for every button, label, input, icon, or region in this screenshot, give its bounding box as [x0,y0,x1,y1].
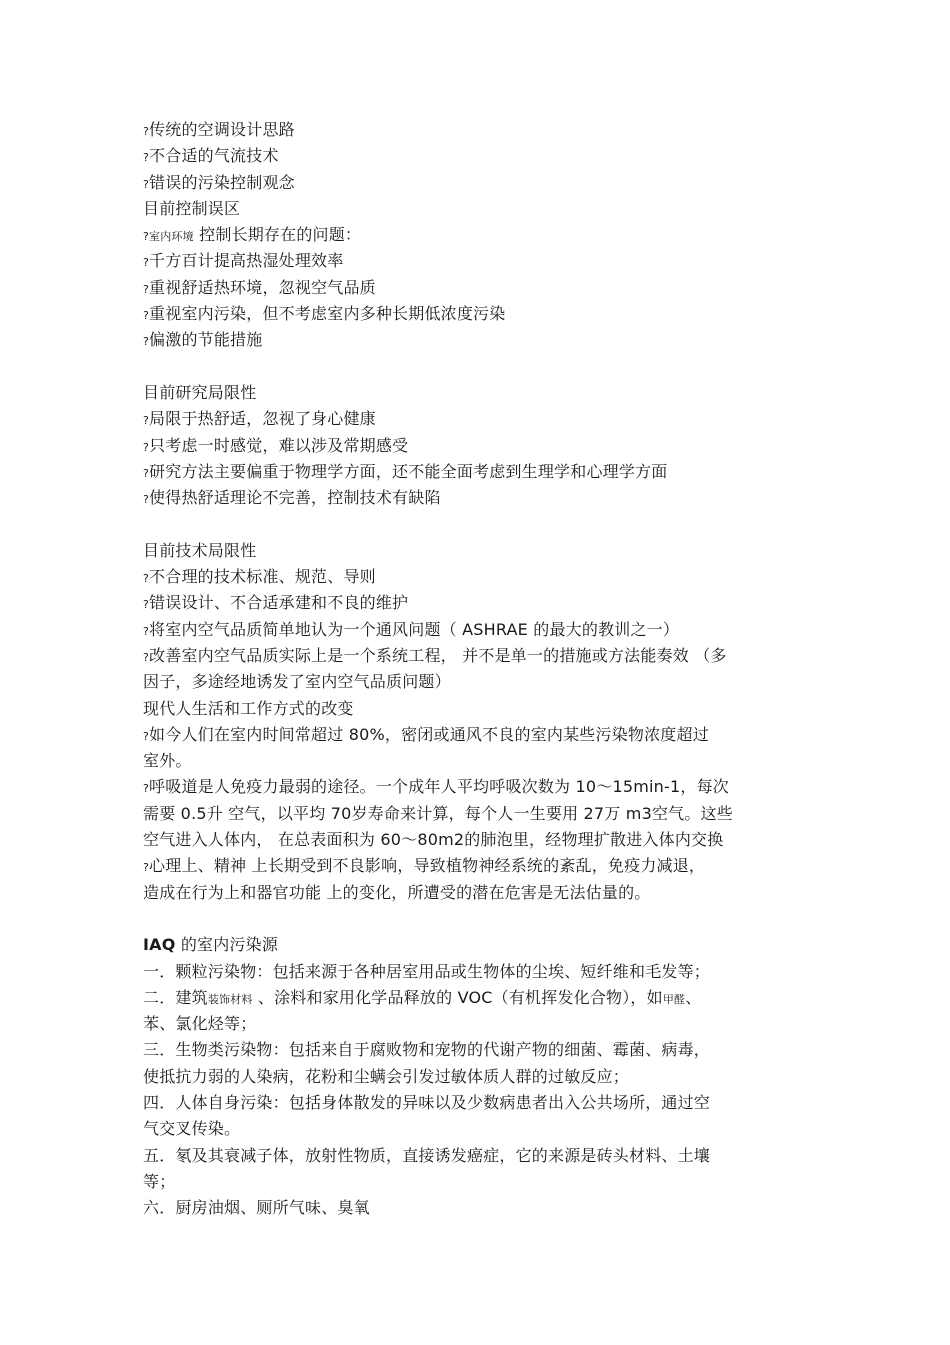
bullet-marker: ? [143,624,150,638]
text-line: ?使得热舒适理论不完善，控制技术有缺陷 [143,488,441,508]
text-line: 气交叉传染。 [143,1119,241,1139]
document-body [143,117,823,1221]
section-heading: 目前控制误区 [143,198,241,218]
text-line: ?局限于热舒适，忽视了身心健康 [143,409,376,429]
bullet-marker: ? [143,572,150,586]
bullet-marker: ? [143,466,150,480]
text-line: ?将室内空气品质简单地认为一个通风问题（ ASHRAE 的最大的教训之一） [143,619,680,639]
bullet-marker: ? [143,861,150,875]
bullet-marker: ? [143,440,150,454]
text-span: 、涂料和家用化学品释放的 VOC（有机挥发化合物），如 [252,987,663,1007]
text-line [143,985,823,1011]
text-line: ?错误的污染控制观念 [143,172,295,192]
text-line: 等； [143,1171,176,1191]
text-span: 二．建筑 [143,987,208,1007]
text-line: 需要 0.5升 空气，以平均 70岁寿命来计算，每个人一生要用 27万 m3空气。这些 [143,803,733,823]
text-line [143,222,823,248]
text-line: ?偏激的节能措施 [143,330,263,350]
text-line: 一．颗粒污染物：包括来源于各种居室用品或生物体的尘埃、短纤维和毛发等； [143,961,711,981]
bullet-marker: ? [143,151,150,165]
bullet-marker: ? [143,335,150,349]
text-line: ?呼吸道是人免疫力最弱的途径。一个成年人平均呼吸次数为 10～15min-1，每次 [143,777,729,797]
section-heading [143,932,823,958]
text-line: ?心理上、精神 上长期受到不良影响，导致植物神经系统的紊乱，免疫力减退， [143,856,706,876]
text-span: 控制长期存在的问题： [193,225,362,245]
text-line: ?重视舒适热环境，忽视空气品质 [143,277,376,297]
blank-line [143,354,823,380]
text-line: 四．人体自身污染：包括身体散发的异味以及少数病患者出入公共场所，通过空 [143,1092,711,1112]
small-text: 装饰材料 [207,992,253,1006]
text-line: 使抵抗力弱的人染病，花粉和尘螨会引发过敏体质人群的过敏反应； [143,1066,630,1086]
text-line: 造成在行为上和器官功能 上的变化，所遭受的潜在危害是无法估量的。 [143,882,651,902]
bullet-marker: ? [143,782,150,796]
text-line: 因子，多途经地诱发了室内空气品质问题） [143,672,451,692]
bold-text: IAQ [143,935,176,955]
small-text: 甲醛 [662,992,686,1006]
text-line: ?千方百计提高热湿处理效率 [143,251,344,271]
section-heading: 目前研究局限性 [143,382,257,402]
blank-line [143,511,823,537]
text-line: ?如今人们在室内时间常超过 80%，密闭或通风不良的室内某些污染物浓度超过 [143,724,709,744]
bullet-marker: ? [143,256,150,270]
text-line: ?改善室内空气品质实际上是一个系统工程， 并不是单一的措施或方法能奏效 （多 [143,645,727,665]
bullet-marker: ? [143,650,150,664]
text-line: 室外。 [143,751,192,771]
blank-line [143,906,823,932]
bullet-marker: ? [143,493,150,507]
section-heading: 目前技术局限性 [143,540,257,560]
text-line: 苯、氯化烃等； [143,1014,257,1034]
text-line: ?只考虑一时感觉，难以涉及常期感受 [143,435,409,455]
text-line: ?不合适的气流技术 [143,146,279,166]
bullet-marker: ? [143,729,150,743]
bullet-marker: ? [143,125,150,138]
text-line: 空气进入人体内， 在总表面积为 60～80m2的肺泡里，经物理扩散进入体内交换 [143,830,724,850]
text-span: 的室内污染源 [175,935,279,955]
small-text: ?室内环境 [143,230,194,244]
text-line: ?不合理的技术标准、规范、导则 [143,567,376,587]
text-span: 、 [685,987,702,1007]
section-heading: 现代人生活和工作方式的改变 [143,698,354,718]
bullet-marker: ? [143,309,150,323]
bullet-marker: ? [143,177,150,191]
bullet-marker: ? [143,282,150,296]
bullet-marker: ? [143,598,150,612]
bullet-marker: ? [143,414,150,428]
text-line: 三．生物类污染物：包括来自于腐败物和宠物的代谢产物的细菌、霉菌、病毒， [143,1040,711,1060]
text-line: ?错误设计、不合适承建和不良的维护 [143,593,409,613]
text-line: 六．厨房油烟、厕所气味、臭氧 [143,1198,370,1218]
text-line: ?传统的空调设计思路 [143,120,295,139]
text-line: 五．氡及其衰减子体，放射性物质，直接诱发癌症，它的来源是砖头材料、土壤 [143,1145,711,1165]
text-line: ?重视室内污染，但不考虑室内多种长期低浓度污染 [143,304,506,324]
text-line: ?研究方法主要偏重于物理学方面，还不能全面考虑到生理学和心理学方面 [143,461,668,481]
